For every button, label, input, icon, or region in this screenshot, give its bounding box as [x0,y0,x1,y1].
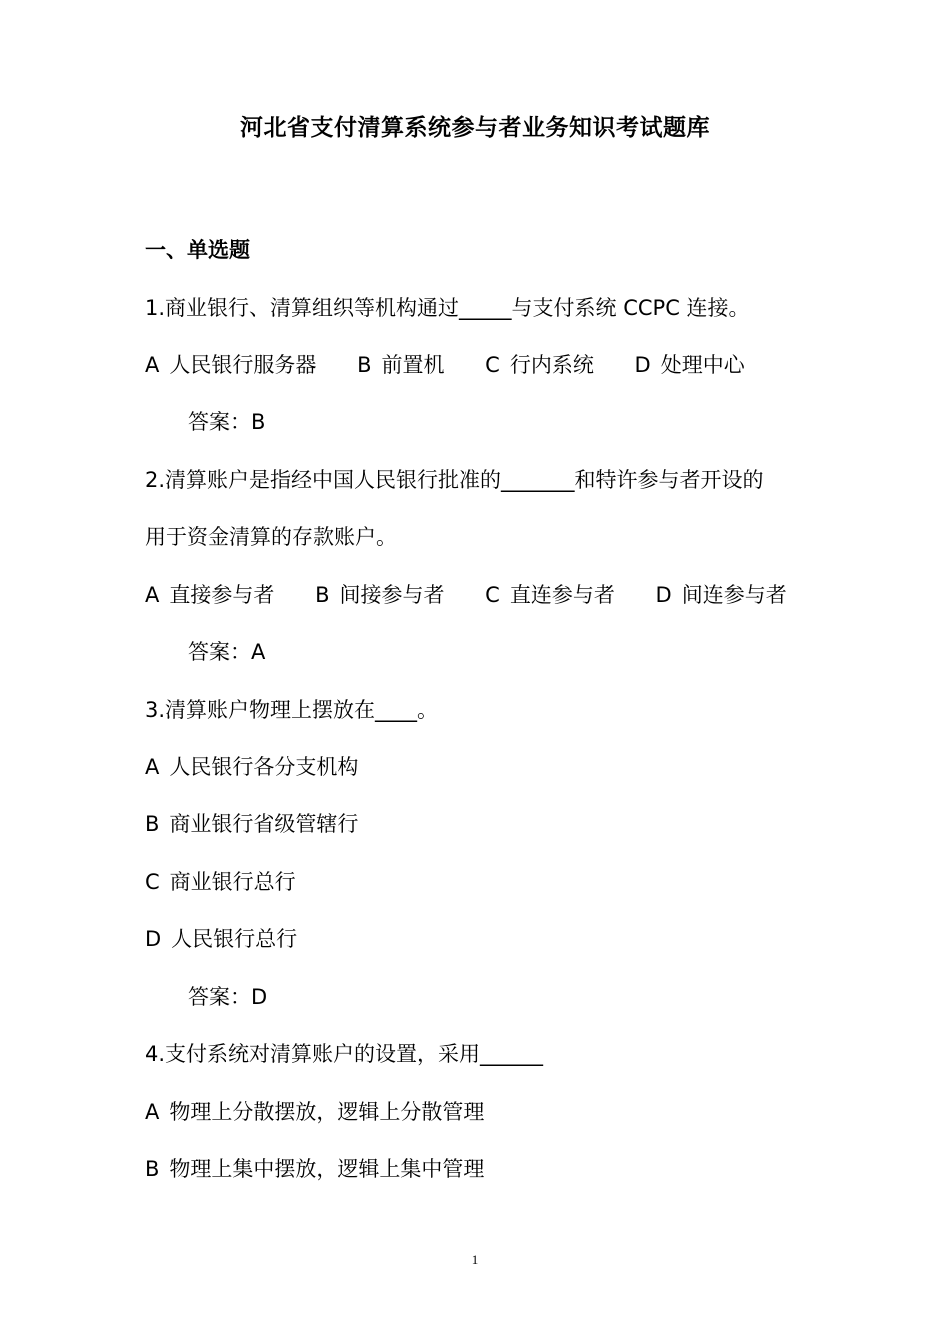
option-text: 处理中心 [660,353,745,377]
option-text: 商业银行总行 [169,870,296,894]
question-3-text: 3.清算账户物理上摆放在____。 [145,698,439,722]
option-key: A [145,583,160,607]
question-2-text-line1: 2.清算账户是指经中国人民银行批准的_______和特许参与者开设的 [145,468,764,492]
option-key: A [145,755,160,779]
option-text: 间连参与者 [681,583,787,607]
option-b [315,577,444,613]
option-key: A [145,1100,160,1124]
option-text: 行内系统 [509,353,594,377]
option-text: 直接参与者 [169,583,275,607]
option-d [656,577,787,613]
option-text: 间接参与者 [339,583,445,607]
question-1-answer: 答案：B [188,410,266,434]
question-1-options [145,347,745,383]
option-key: B [357,353,372,377]
option-a [145,347,316,383]
question-3-answer: 答案：D [188,985,268,1009]
option-key: C [145,870,160,894]
question-1-text: 1.商业银行、清算组织等机构通过_____与支付系统 CCPC 连接。 [145,296,750,320]
question-2-text-line2: 用于资金清算的存款账户。 [145,525,397,549]
option-text: 人民银行各分支机构 [169,755,359,779]
option-key: B [145,1157,160,1181]
option-key: A [145,353,160,377]
option-d [635,347,745,383]
section-heading: 一、单选题 [145,238,250,262]
question-4-text: 4.支付系统对清算账户的设置，采用______ [145,1042,544,1066]
option-key: C [485,583,500,607]
question-2-options [145,577,787,613]
question-3-option-c [145,864,296,900]
option-text: 人民银行总行 [171,927,298,951]
option-text: 人民银行服务器 [169,353,317,377]
option-b [357,347,444,383]
option-key: D [655,583,672,607]
option-key: C [485,353,500,377]
question-2-answer: 答案：A [188,640,266,664]
option-text: 直连参与者 [509,583,615,607]
option-key: B [315,583,330,607]
option-a [145,577,274,613]
option-key: D [145,927,162,951]
option-key: D [634,353,651,377]
option-key: B [145,812,160,836]
option-c [485,347,594,383]
option-c [485,577,615,613]
page-title: 河北省支付清算系统参与者业务知识考试题库 [240,115,710,141]
option-text: 物理上分散摆放，逻辑上分散管理 [169,1100,485,1124]
option-text: 商业银行省级管辖行 [169,812,359,836]
question-3-option-a [145,749,358,785]
question-4-option-a [145,1094,484,1130]
option-text: 物理上集中摆放，逻辑上集中管理 [169,1157,485,1181]
page-number: 1 [471,1252,479,1267]
option-text: 前置机 [381,353,445,377]
question-3-option-d [145,921,297,957]
question-4-option-b [145,1151,484,1187]
question-3-option-b [145,806,358,842]
